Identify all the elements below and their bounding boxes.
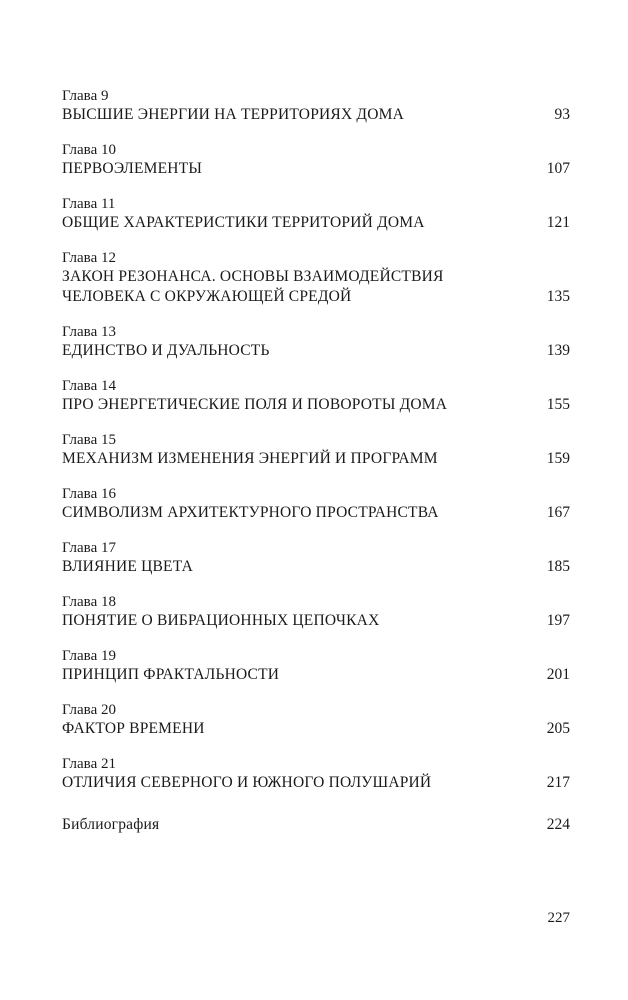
toc-entry-chapter-13[interactable] [62,323,570,361]
toc-entry-chapter-20[interactable] [62,701,570,739]
page-number: 159 [546,450,570,467]
chapter-label: Глава 12 [62,250,116,266]
table-of-contents [62,87,570,851]
toc-entry-chapter-16[interactable] [62,485,570,523]
chapter-label: Глава 10 [62,142,116,158]
chapter-title: ПРИНЦИП ФРАКТАЛЬНОСТИ [62,666,280,683]
chapter-label: Глава 18 [62,594,116,610]
chapter-title: СИМВОЛИЗМ АРХИТЕКТУРНОГО ПРОСТРАНСТВА [62,504,439,521]
page-number: 135 [546,288,570,305]
page-number: 185 [546,558,570,575]
chapter-label: Глава 13 [62,324,116,340]
chapter-title: ВЫСШИЕ ЭНЕРГИИ НА ТЕРРИТОРИЯХ ДОМА [62,106,404,123]
toc-entry-chapter-14[interactable] [62,377,570,415]
page-number: 167 [546,504,570,521]
chapter-title: МЕХАНИЗМ ИЗМЕНЕНИЯ ЭНЕРГИЙ И ПРОГРАММ [62,450,438,467]
chapter-label: Глава 16 [62,486,116,502]
chapter-label: Глава 9 [62,88,109,104]
folio-page-number: 227 [547,910,570,926]
chapter-title-line-2: ЧЕЛОВЕКА С ОКРУЖАЮЩЕЙ СРЕДОЙ [62,288,352,305]
page-number: 139 [546,342,570,359]
toc-entry-bibliography[interactable] [62,815,570,835]
toc-entry-chapter-10[interactable] [62,141,570,179]
chapter-title: ПЕРВОЭЛЕМЕНТЫ [62,160,203,177]
chapter-title-line-1: ЗАКОН РЕЗОНАНСА. ОСНОВЫ ВЗАИМОДЕЙСТВИЯ [62,268,444,285]
chapter-label: Глава 19 [62,648,116,664]
page-number: 205 [546,720,570,737]
chapter-label: Глава 20 [62,702,116,718]
page-number: 93 [554,106,570,123]
chapter-title: ЕДИНСТВО И ДУАЛЬНОСТЬ [62,342,270,359]
chapter-label: Глава 14 [62,378,116,394]
toc-entry-chapter-11[interactable] [62,195,570,233]
toc-entry-chapter-18[interactable] [62,593,570,631]
page-number: 107 [546,160,570,177]
chapter-label: Глава 21 [62,756,116,772]
toc-entry-chapter-21[interactable] [62,755,570,793]
page-number: 217 [546,774,570,791]
chapter-title: ФАКТОР ВРЕМЕНИ [62,720,205,737]
toc-entry-chapter-15[interactable] [62,431,570,469]
toc-entry-chapter-12[interactable] [62,249,570,307]
toc-entry-chapter-9[interactable] [62,87,570,125]
chapter-title: ВЛИЯНИЕ ЦВЕТА [62,558,194,575]
page-number: 197 [546,612,570,629]
bibliography-title: Библиография [62,816,160,833]
page-number: 224 [546,816,570,833]
toc-entry-chapter-19[interactable] [62,647,570,685]
chapter-label: Глава 17 [62,540,116,556]
page-number: 121 [546,214,570,231]
chapter-label: Глава 11 [62,196,116,212]
page-number: 155 [546,396,570,413]
chapter-title: ПОНЯТИЕ О ВИБРАЦИОННЫХ ЦЕПОЧКАХ [62,612,380,629]
chapter-title: ОТЛИЧИЯ СЕВЕРНОГО И ЮЖНОГО ПОЛУШАРИЙ [62,774,432,791]
chapter-title: ПРО ЭНЕРГЕТИЧЕСКИЕ ПОЛЯ И ПОВОРОТЫ ДОМА [62,396,448,413]
chapter-label: Глава 15 [62,432,116,448]
chapter-title: ОБЩИЕ ХАРАКТЕРИСТИКИ ТЕРРИТОРИЙ ДОМА [62,214,425,231]
page-number: 201 [546,666,570,683]
toc-entry-chapter-17[interactable] [62,539,570,577]
